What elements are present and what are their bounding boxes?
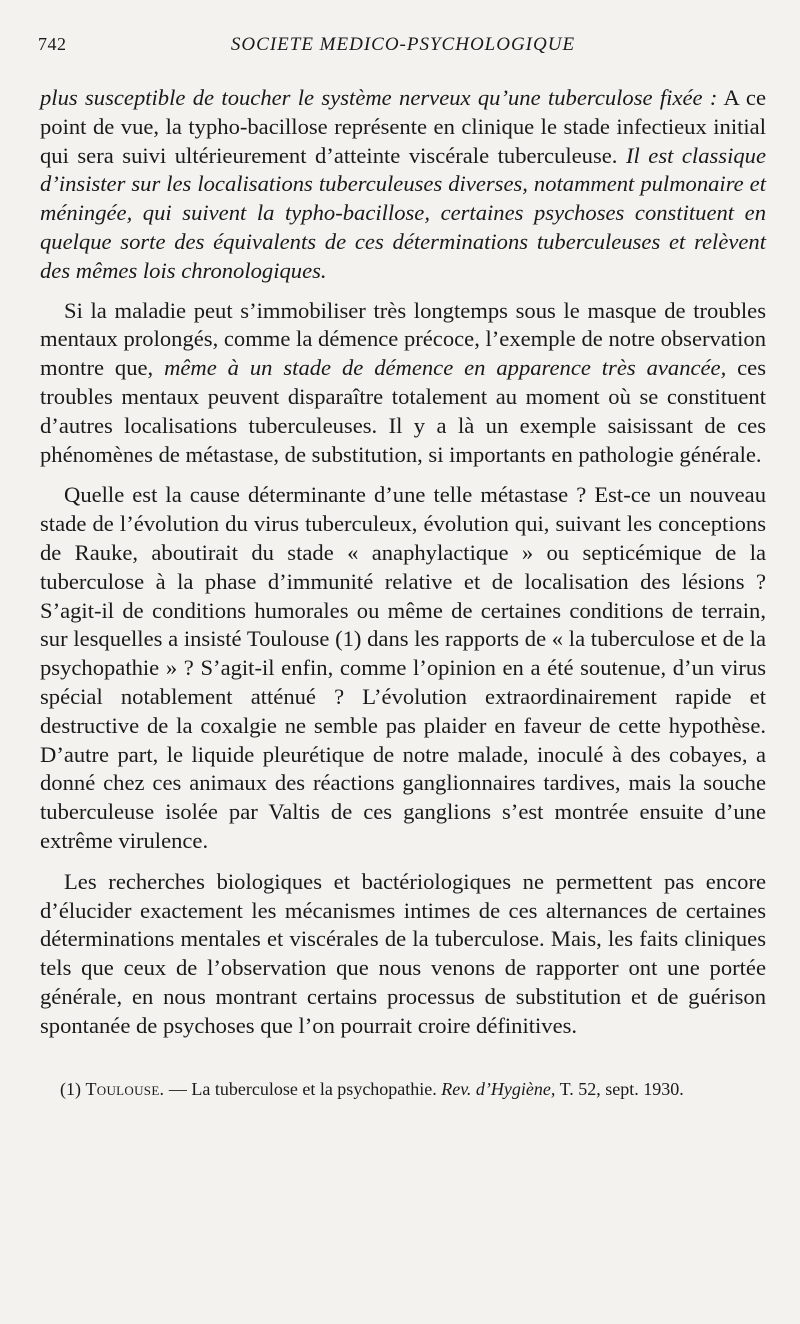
paragraph	[40, 84, 766, 286]
footnote-author: Toulouse.	[85, 1078, 165, 1099]
text-segment: ces troubles mentaux peuvent disparaître totalement au moment où se constituent d’autres localisations tuberculeuses. Il y a là un exemple saisissant de ces phénomènes de métastase, de substitution, si importants en pathologie générale.	[40, 355, 766, 467]
page-number: 742	[38, 34, 67, 54]
text-segment: Les recherches biologiques et bactériologiques ne permettent pas encore d’élucider exactement les mécanismes intimes de ces alternances de certaines déterminations mentales et viscérales de la tuberculose. Mais, les faits cliniques tels que ceux de l’observation que nous venons de rapporter ont une portée générale, en nous montrant certains processus de substitution et de guérison spontanée de psychoses que l’on pourrait croire définitives.	[40, 868, 766, 1038]
body-text	[40, 84, 766, 1041]
italic-text: Il est classique d’insister sur les localisations tuberculeuses diverses, notamment pulmonaire et méningée, qui suivent la typho-bacillose, certaines psychoses constituent en quelque sorte des équivalents de ces déterminations tuberculeuses et relèvent des mêmes lois chronologiques.	[40, 142, 766, 283]
text-segment: Quelle est la cause déterminante d’une telle métastase ? Est-ce un nouveau stade de l’évolution du virus tuberculeux, évolution qui, suivant les conceptions de Rauke, aboutirait du stade « anaphylactique » ou septicémique de la tuberculose à la phase d’immunité relative et de localisation des lésions ? S’agit-il de conditions humorales ou même de certaines conditions de terrain, sur lesquelles a insisté Toulouse (1) dans les rapports de « la tuberculose et de la psychopathie » ? S’agit-il enfin, comme l’opinion en a été soutenue, d’un virus spécial notablement atténué ? L’évolution extraordinairement rapide et destructive de la coxalgie ne semble pas plaider en faveur de cette hypothèse. D’autre part, le liquide pleurétique de notre malade, inoculé à des cobayes, a donné chez ces animaux des réactions ganglionnaires tardives, mais la souche tuberculeuse isolée par Valtis de ces ganglions s’est montrée ensuite d’une extrême virulence.	[40, 482, 766, 853]
footnote-marker: (1)	[60, 1078, 81, 1099]
text-segment: A ce point de vue, la typho-bacillose représente en clinique le stade infectieux initial qui sera suivi ultérieurement d’atteinte viscérale tuberculeuse.	[40, 85, 766, 168]
footnote-rule	[40, 1059, 130, 1060]
footnote-journal: Rev. d’Hygiène,	[441, 1078, 556, 1099]
running-title: SOCIETE MEDICO-PSYCHOLOGIQUE	[230, 34, 576, 55]
text-segment: Si la maladie peut s’immobiliser très longtemps sous le masque de troubles mentaux prolongés, comme la démence précoce, l’exemple de notre observation montre que,	[40, 297, 766, 381]
paragraph	[40, 297, 766, 470]
italic-text: plus susceptible de toucher le système nerveux qu’une tuberculose fixée :	[40, 85, 718, 110]
running-header	[40, 34, 766, 64]
footnote-rest: T. 52, sept. 1930.	[555, 1078, 684, 1099]
paragraph	[40, 868, 766, 1041]
footnote	[40, 1078, 766, 1100]
footnote-text: — La tuberculose et la psychopathie.	[164, 1078, 442, 1099]
paragraph	[40, 481, 766, 855]
italic-text: même à un stade de démence en apparence très avancée,	[164, 355, 727, 381]
